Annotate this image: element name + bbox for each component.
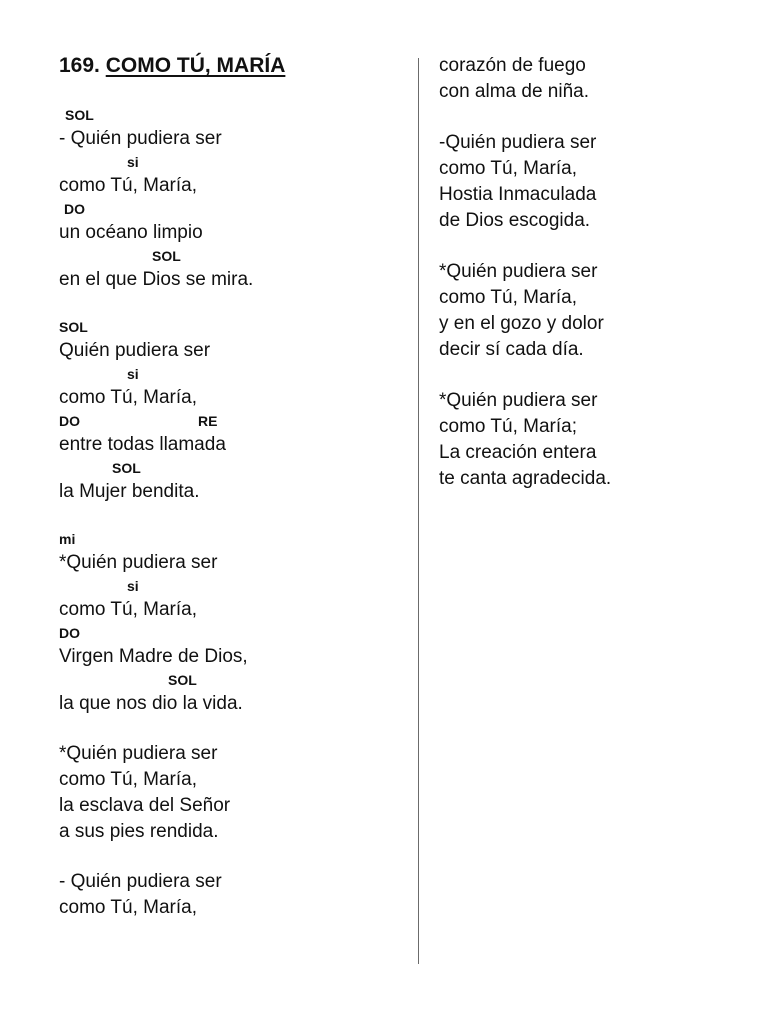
chord-row bbox=[59, 105, 399, 126]
stanza bbox=[439, 53, 759, 105]
chord-row bbox=[59, 670, 399, 691]
chord-label: si bbox=[127, 366, 139, 382]
lyric-line: *Quién pudiera ser bbox=[59, 552, 218, 573]
lyric-line: corazón de fuego bbox=[439, 55, 586, 76]
song-title bbox=[59, 54, 285, 78]
lyric-line: con alma de niña. bbox=[439, 81, 589, 102]
chord-row bbox=[59, 458, 399, 479]
chord-label: si bbox=[127, 578, 139, 594]
chord-label: SOL bbox=[59, 319, 88, 335]
chord-row bbox=[59, 199, 399, 220]
stanza bbox=[59, 105, 399, 293]
lyric-line: como Tú, María; bbox=[439, 416, 577, 437]
lyric-line: como Tú, María, bbox=[59, 599, 197, 620]
lyric-line: Quién pudiera ser bbox=[59, 340, 211, 361]
column-divider bbox=[418, 58, 419, 964]
lyric-line: *Quién pudiera ser bbox=[59, 743, 218, 764]
song-number: 169. bbox=[59, 54, 100, 77]
lyric-line: la que nos dio la vida. bbox=[59, 693, 243, 714]
chord-label: SOL bbox=[65, 107, 94, 123]
chord-row bbox=[59, 364, 399, 385]
chord-label: SOL bbox=[152, 248, 181, 264]
lyric-line: -Quién pudiera ser bbox=[439, 132, 597, 153]
song-name: COMO TÚ, MARÍA bbox=[105, 54, 286, 77]
left-column bbox=[59, 105, 399, 921]
chord-label: mi bbox=[59, 531, 76, 547]
lyric-line: entre todas llamada bbox=[59, 434, 226, 455]
lyric-line: como Tú, María, bbox=[59, 387, 197, 408]
stanza bbox=[439, 259, 759, 363]
lyric-line: - Quién pudiera ser bbox=[59, 871, 222, 892]
lyric-line: Virgen Madre de Dios, bbox=[59, 646, 248, 667]
stanza bbox=[59, 741, 399, 845]
chord-row bbox=[59, 529, 399, 550]
chord-label: SOL bbox=[112, 460, 141, 476]
chord-row bbox=[59, 576, 399, 597]
lyric-line: La creación entera bbox=[439, 442, 597, 463]
lyric-line: como Tú, María, bbox=[59, 769, 197, 790]
chord-label: DO bbox=[59, 413, 80, 429]
lyric-line: Hostia Inmaculada bbox=[439, 184, 597, 205]
chord-row bbox=[59, 317, 399, 338]
stanza bbox=[59, 869, 399, 921]
stanza bbox=[59, 529, 399, 717]
lyric-line: en el que Dios se mira. bbox=[59, 269, 254, 290]
chord-row bbox=[59, 246, 399, 267]
chord-label: DO bbox=[64, 201, 85, 217]
stanza bbox=[439, 388, 759, 492]
lyric-line: y en el gozo y dolor bbox=[439, 313, 604, 334]
lyric-line: la Mujer bendita. bbox=[59, 481, 200, 502]
lyric-line: de Dios escogida. bbox=[439, 210, 591, 231]
chord-row bbox=[59, 411, 399, 432]
chord-label: RE bbox=[198, 413, 218, 429]
right-column bbox=[439, 53, 759, 492]
lyric-line: como Tú, María, bbox=[59, 175, 197, 196]
lyric-line: la esclava del Señor bbox=[59, 795, 231, 816]
lyric-line: te canta agradecida. bbox=[439, 468, 612, 489]
chord-label: SOL bbox=[168, 672, 197, 688]
lyric-line: un océano limpio bbox=[59, 222, 203, 243]
chord-label: si bbox=[127, 154, 139, 170]
lyric-line: - Quién pudiera ser bbox=[59, 128, 222, 149]
lyric-line: a sus pies rendida. bbox=[59, 821, 219, 842]
lyric-line: *Quién pudiera ser bbox=[439, 390, 598, 411]
stanza bbox=[439, 130, 759, 234]
chord-row bbox=[59, 623, 399, 644]
chord-row bbox=[59, 152, 399, 173]
chord-label: DO bbox=[59, 625, 80, 641]
lyric-line: como Tú, María, bbox=[439, 287, 577, 308]
lyric-line: decir sí cada día. bbox=[439, 339, 584, 360]
stanza bbox=[59, 317, 399, 505]
lyric-line: *Quién pudiera ser bbox=[439, 261, 598, 282]
lyric-line: como Tú, María, bbox=[59, 897, 197, 918]
lyric-line: como Tú, María, bbox=[439, 158, 577, 179]
